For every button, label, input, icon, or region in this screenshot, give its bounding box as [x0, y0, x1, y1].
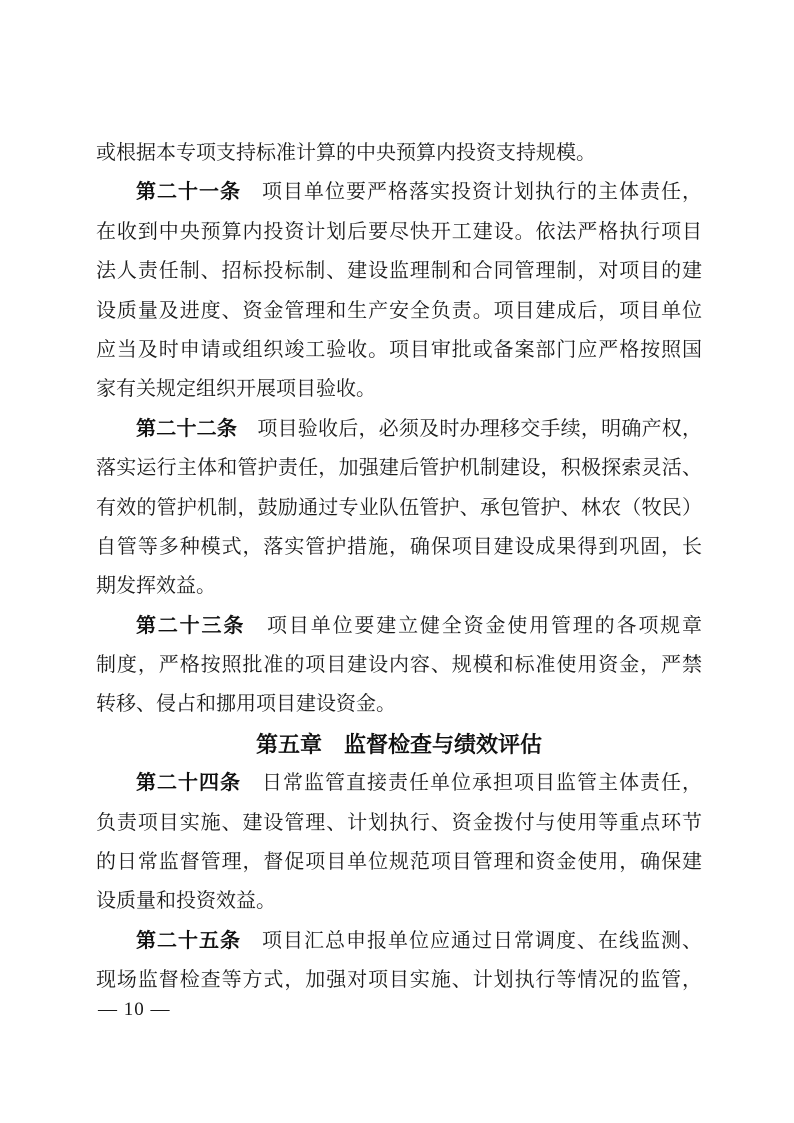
line-text: 项目验收后，必须及时办理移交手续，明确产权， [237, 417, 703, 440]
body-line: 的日常监督管理，督促项目单位规范项目管理和资金使用，确保建 [96, 851, 702, 874]
body-line: 期发挥效益。 [96, 575, 216, 598]
document-body [96, 134, 702, 1001]
body-line: 设质量及进度、资金管理和生产安全负责。项目建成后，项目单位 [96, 299, 702, 322]
body-line: 或根据本专项支持标准计算的中央预算内投资支持规模。 [96, 142, 596, 164]
body-line [96, 410, 702, 449]
article-number: 第二十三条 [136, 614, 246, 637]
article-number: 第二十一条 [136, 181, 241, 204]
body-line: 在收到中央预算内投资计划后要尽快开工建设。依法严格执行项目 [96, 220, 702, 243]
body-line [96, 173, 702, 212]
body-line: 制度，严格按照批准的项目建设内容、规模和标准使用资金，严禁 [96, 654, 702, 677]
body-line: 有效的管护机制，鼓励通过专业队伍管护、承包管护、林农（牧民） [96, 496, 702, 519]
page-number: — 10 — [98, 999, 171, 1020]
line-text: 日常监管直接责任单位承担项目监管主体责任， [241, 772, 702, 795]
body-line: 落实运行主体和管护责任，加强建后管护机制建设，积极探索灵活、 [96, 457, 702, 480]
article-number: 第二十五条 [136, 929, 241, 952]
body-line: 负责项目实施、建设管理、计划执行、资金拨付与使用等重点环节 [96, 811, 702, 834]
body-line: 法人责任制、招标投标制、建设监理制和合同管理制，对项目的建 [96, 260, 702, 283]
body-line [96, 764, 702, 803]
article-number: 第二十二条 [136, 417, 238, 440]
body-line: 自管等多种模式，落实管护措施，确保项目建设成果得到巩固，长 [96, 535, 702, 558]
body-line: 现场监督检查等方式，加强对项目实施、计划执行等情况的监管， [96, 969, 702, 992]
body-line: 设质量和投资效益。 [96, 890, 276, 913]
body-line [96, 607, 702, 646]
line-text: 项目单位要建立健全资金使用管理的各项规章 [245, 614, 703, 637]
body-line [96, 922, 702, 961]
line-text: 项目汇总申报单位应通过日常调度、在线监测、 [241, 929, 702, 952]
chapter-heading: 第五章 监督检查与绩效评估 [255, 731, 542, 757]
body-line: 家有关规定组织开展项目验收。 [96, 378, 376, 401]
article-number: 第二十四条 [136, 772, 241, 795]
body-line: 应当及时申请或组织竣工验收。项目审批或备案部门应严格按照国 [96, 338, 702, 361]
body-line: 转移、侵占和挪用项目建设资金。 [96, 693, 396, 716]
line-text: 项目单位要严格落实投资计划执行的主体责任， [241, 181, 702, 204]
